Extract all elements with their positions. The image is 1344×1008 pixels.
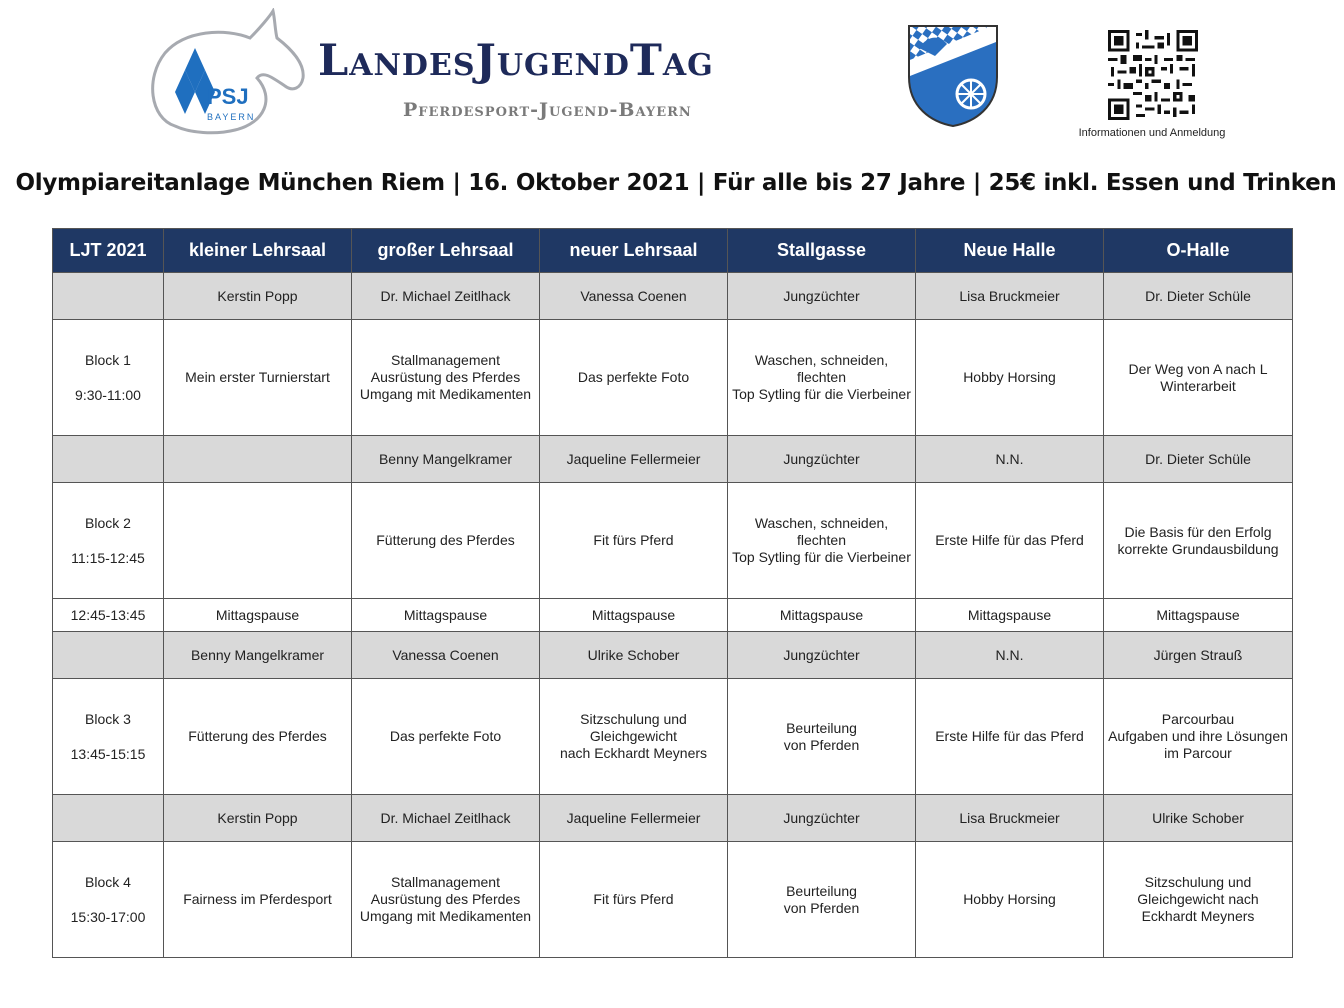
table-cell: Waschen, schneiden, flechten Top Sytling für die Vierbeiner [728, 483, 916, 599]
psj-horse-logo [145, 8, 310, 138]
column-header: neuer Lehrsaal [540, 229, 728, 273]
table-cell: Mittagspause [728, 599, 916, 632]
psj-logo-sub: BAYERN [207, 112, 256, 122]
table-cell [164, 483, 352, 599]
table-cell: Erste Hilfe für das Pferd [916, 483, 1104, 599]
column-header: Stallgasse [728, 229, 916, 273]
table-cell: Hobby Horsing [916, 842, 1104, 958]
column-header: O-Halle [1104, 229, 1293, 273]
table-cell: Mittagspause [1104, 599, 1293, 632]
table-cell: Vanessa Coenen [352, 632, 540, 679]
table-cell: Erste Hilfe für das Pferd [916, 679, 1104, 795]
column-header: Neue Halle [916, 229, 1104, 273]
table-cell: Dr. Dieter Schüle [1104, 436, 1293, 483]
table-cell [164, 436, 352, 483]
speaker-row [53, 273, 1293, 320]
table-cell: Dr. Dieter Schüle [1104, 273, 1293, 320]
table-cell: Stallmanagement Ausrüstung des Pferdes Umgang mit Medikamenten [352, 320, 540, 436]
table-cell: Jaqueline Fellermeier [540, 436, 728, 483]
column-header: LJT 2021 [53, 229, 164, 273]
table-cell: Sitzschulung und Gleichgewicht nach Eckhardt Meyners [540, 679, 728, 795]
table-cell: Die Basis für den Erfolg korrekte Grundausbildung [1104, 483, 1293, 599]
table-cell [53, 436, 164, 483]
table-header-row [53, 229, 1293, 273]
brand-subtitle: Pferdesport-Jugend-Bayern [403, 99, 692, 121]
table-cell: N.N. [916, 632, 1104, 679]
block-time-cell: Block 1 9:30-11:00 [53, 320, 164, 436]
lunch-row [53, 599, 1293, 632]
table-cell: Jungzüchter [728, 632, 916, 679]
table-cell: Jungzüchter [728, 273, 916, 320]
table-cell: Benny Mangelkramer [352, 436, 540, 483]
table-cell: Jaqueline Fellermeier [540, 795, 728, 842]
page-header [0, 0, 1344, 160]
block-row [53, 320, 1293, 436]
speaker-row [53, 436, 1293, 483]
table-cell: Beurteilung von Pferden [728, 842, 916, 958]
block-time-cell: Block 3 13:45-15:15 [53, 679, 164, 795]
table-cell: Mittagspause [540, 599, 728, 632]
brand-title: LandesJugendTag [318, 36, 714, 86]
table-cell: Dr. Michael Zeitlhack [352, 273, 540, 320]
table-cell: Das perfekte Foto [540, 320, 728, 436]
table-cell: N.N. [916, 436, 1104, 483]
column-header: großer Lehrsaal [352, 229, 540, 273]
district-crest-icon [905, 22, 1001, 128]
qr-caption: Informationen und Anmeldung [1078, 127, 1226, 139]
table-cell: Fit fürs Pferd [540, 483, 728, 599]
column-header: kleiner Lehrsaal [164, 229, 352, 273]
table-cell: Mittagspause [916, 599, 1104, 632]
table-cell: Das perfekte Foto [352, 679, 540, 795]
table-cell: Lisa Bruckmeier [916, 273, 1104, 320]
table-cell: Vanessa Coenen [540, 273, 728, 320]
table-cell [53, 632, 164, 679]
schedule-table [52, 228, 1293, 958]
table-cell: Kerstin Popp [164, 795, 352, 842]
table-cell: Hobby Horsing [916, 320, 1104, 436]
psj-logo-text: PSJ [207, 84, 249, 109]
table-cell: Der Weg von A nach L Winterarbeit [1104, 320, 1293, 436]
table-cell: 12:45-13:45 [53, 599, 164, 632]
event-info-line: Olympiareitanlage München Riem | 16. Oktober 2021 | Für alle bis 27 Jahre | 25€ inkl. Essen und Trinken [15, 170, 1337, 196]
block-row [53, 679, 1293, 795]
table-cell: Ulrike Schober [540, 632, 728, 679]
table-cell: Jungzüchter [728, 436, 916, 483]
table-cell: Ulrike Schober [1104, 795, 1293, 842]
block-time-cell: Block 4 15:30-17:00 [53, 842, 164, 958]
block-row [53, 842, 1293, 958]
qr-code-icon[interactable] [1108, 30, 1198, 120]
block-time-cell: Block 2 11:15-12:45 [53, 483, 164, 599]
table-cell: Mein erster Turnierstart [164, 320, 352, 436]
block-row [53, 483, 1293, 599]
table-cell: Sitzschulung und Gleichgewicht nach Eckhardt Meyners [1104, 842, 1293, 958]
table-cell: Beurteilung von Pferden [728, 679, 916, 795]
table-cell: Lisa Bruckmeier [916, 795, 1104, 842]
table-cell: Mittagspause [164, 599, 352, 632]
table-cell: Fit fürs Pferd [540, 842, 728, 958]
speaker-row [53, 795, 1293, 842]
speaker-row [53, 632, 1293, 679]
table-cell: Dr. Michael Zeitlhack [352, 795, 540, 842]
table-cell: Parcourbau Aufgaben und ihre Lösungen im Parcour [1104, 679, 1293, 795]
table-cell: Fütterung des Pferdes [352, 483, 540, 599]
table-cell: Fairness im Pferdesport [164, 842, 352, 958]
table-cell: Fütterung des Pferdes [164, 679, 352, 795]
table-cell: Stallmanagement Ausrüstung des Pferdes Umgang mit Medikamenten [352, 842, 540, 958]
table-cell: Kerstin Popp [164, 273, 352, 320]
table-cell: Benny Mangelkramer [164, 632, 352, 679]
table-cell: Waschen, schneiden, flechten Top Sytling für die Vierbeiner [728, 320, 916, 436]
table-cell: Jungzüchter [728, 795, 916, 842]
table-cell: Jürgen Strauß [1104, 632, 1293, 679]
table-cell: Mittagspause [352, 599, 540, 632]
table-cell [53, 795, 164, 842]
table-cell [53, 273, 164, 320]
